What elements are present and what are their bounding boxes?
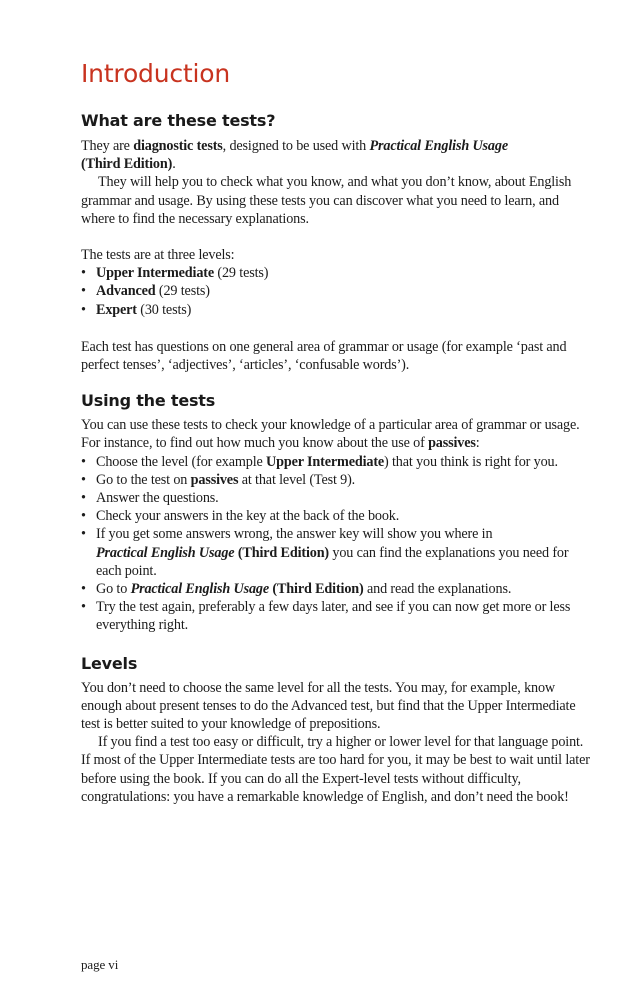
paragraph-intro: They are diagnostic tests, designed to be used with Practical English Usage (Third Edition).: [81, 138, 508, 173]
paragraph-levels-intro: The tests are at three levels:: [81, 247, 235, 264]
paragraph-purpose: They will help you to check what you know, and what you don’t know, about English grammar and usage. By using these tests you can discover what you need to learn, and where to find the necessary explanations.: [81, 174, 572, 227]
list-item: • Expert (30 tests): [81, 301, 192, 318]
term-diagnostic-tests: diagnostic tests: [133, 138, 223, 154]
page-content: [81, 56, 593, 806]
book-title: Practical English Usage: [369, 138, 508, 154]
list-item: • Upper Intermediate (29 tests): [81, 265, 269, 282]
steps-list: [81, 453, 593, 635]
list-item: • Check your answers in the key at the back of the book.: [81, 508, 400, 525]
paragraph-test-areas: Each test has questions on one general area of grammar or usage (for example ‘past and perfect tenses’, ‘adjectives’, ‘articles’, ‘confusable words’).: [81, 338, 567, 374]
list-item: • Answer the questions.: [81, 490, 219, 507]
list-item: • Advanced (29 tests): [81, 283, 210, 300]
list-item: • Choose the level (for example Upper Intermediate) that you think is right for you.: [81, 453, 558, 470]
paragraph-levels-1: You don’t need to choose the same level for all the tests. You may, for example, know enough about present tenses to do the Advanced test, but find that the Upper Intermediate test is better suited to your knowledge of prepositions.: [81, 679, 576, 733]
edition-label: (Third Edition): [81, 156, 173, 173]
list-item: • Try the test again, preferably a few days later, and see if you can now get more or less everything right.: [81, 599, 571, 634]
list-item: • Go to Practical English Usage (Third Edition) and read the explanations.: [81, 581, 512, 598]
section-heading-what-are-tests: What are these tests?: [81, 111, 276, 130]
term-passives: passives: [428, 435, 476, 452]
levels-list: [81, 264, 593, 319]
page-title: Introduction: [81, 59, 230, 88]
section-heading-levels: Levels: [81, 653, 138, 673]
paragraph-using: You can use these tests to check your knowledge of a particular area of grammar or usage. For instance, to find out how much you know about the use of passives:: [81, 417, 580, 452]
list-item: • If you get some answers wrong, the answer key will show you where in Practical English Usage (Third Edition) you can find the explanations you need for each point.: [81, 526, 569, 579]
page-number: page vi: [81, 957, 119, 972]
list-item: • Go to the test on passives at that level (Test 9).: [81, 471, 356, 488]
paragraph-levels-2: If you find a test too easy or difficult, try a higher or lower level for that language point. If most of the Upper Intermediate tests are too hard for you, it may be best to wait until later before using the book. If you can do all the Expert-level tests without difficulty, congratulations: you have a remarkable knowledge of English, and don’t need the book!: [81, 734, 590, 805]
section-heading-using-tests: Using the tests: [81, 391, 216, 411]
